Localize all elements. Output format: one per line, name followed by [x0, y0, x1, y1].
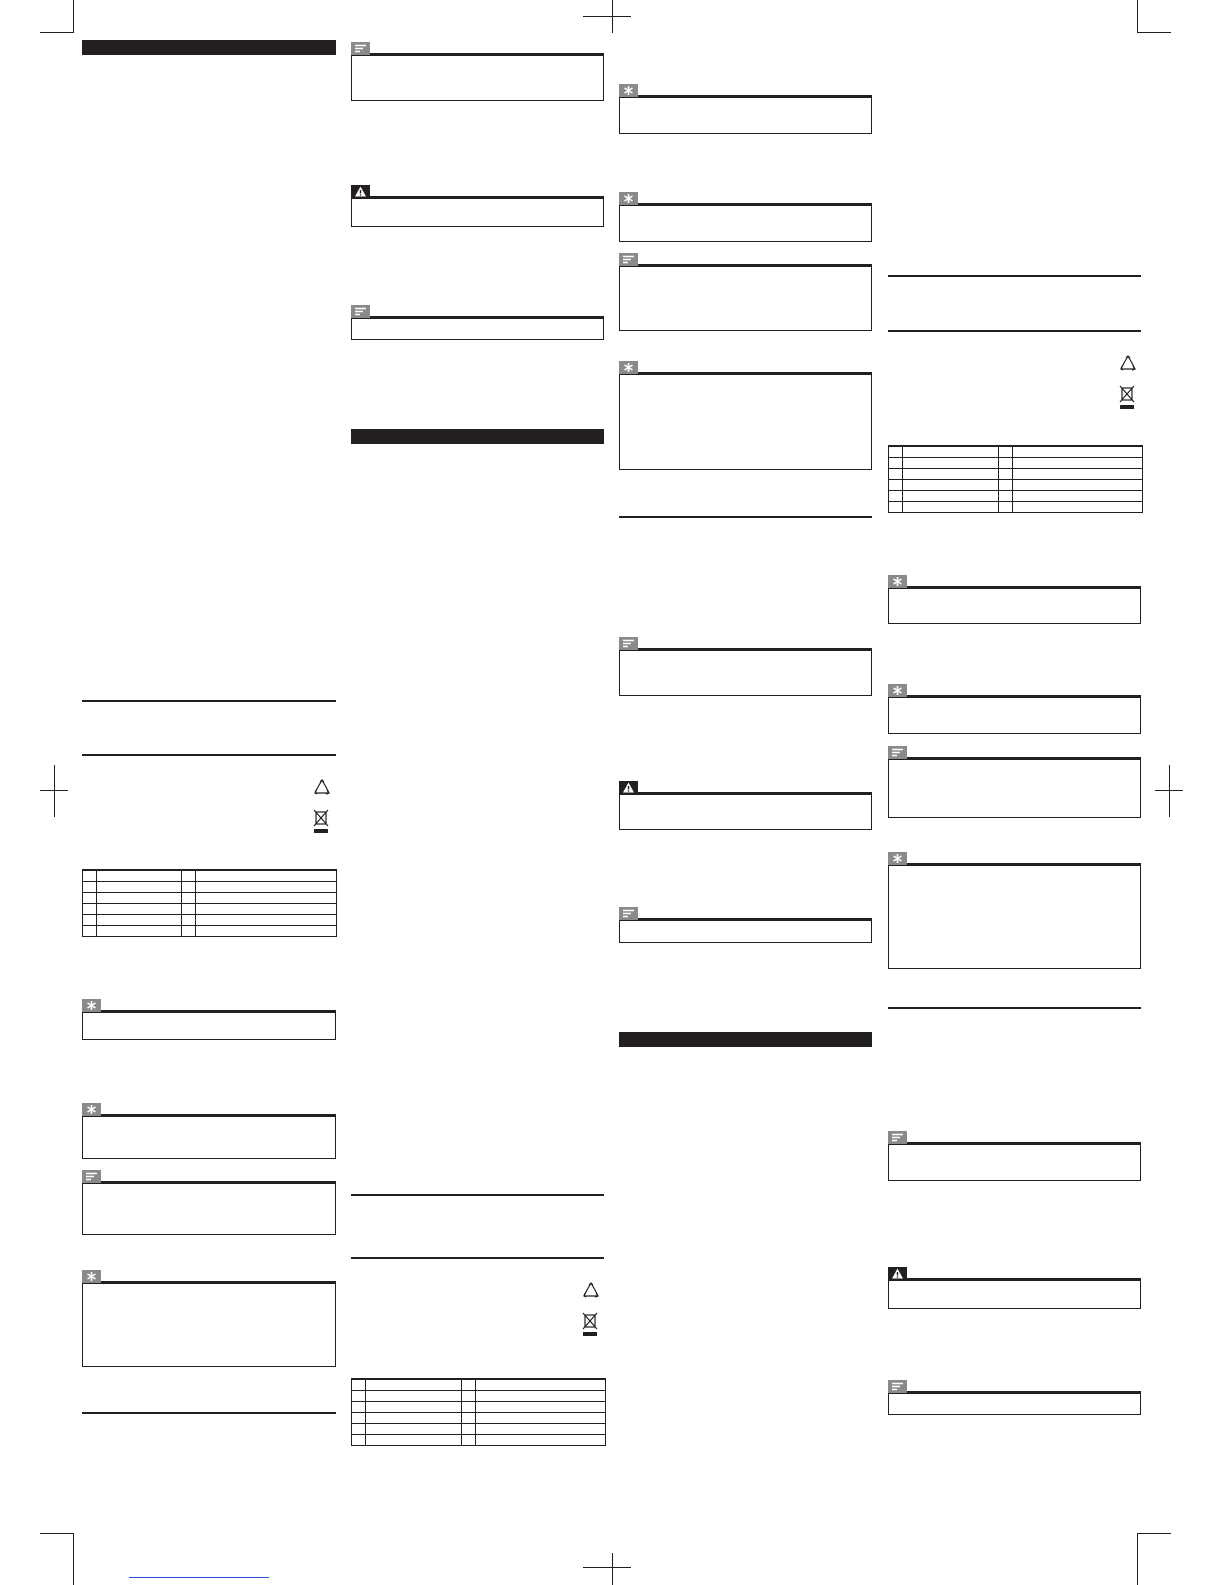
tip-asterisk-icon — [888, 852, 907, 865]
note-lines-icon — [888, 1380, 907, 1393]
tip-tag — [82, 999, 101, 1012]
note-lines-icon — [351, 305, 370, 318]
tip-asterisk-icon — [888, 684, 907, 697]
section-header-bar — [82, 40, 336, 55]
crossed-bin-icon — [581, 1311, 599, 1337]
note-box — [619, 266, 872, 331]
tip-box — [619, 374, 872, 470]
tip-asterisk-icon — [82, 1103, 101, 1116]
section-rule — [888, 330, 1141, 332]
warning-tag — [888, 1267, 907, 1280]
tip-tag — [888, 684, 907, 697]
note-box — [82, 1183, 336, 1235]
note-box — [619, 920, 872, 943]
note-tag — [82, 1170, 101, 1183]
warning-triangle-icon — [619, 781, 638, 794]
warning-tag — [619, 781, 638, 794]
section-rule — [888, 1007, 1141, 1009]
tip-tag — [888, 575, 907, 588]
note-box — [351, 55, 604, 101]
tip-box — [82, 1116, 336, 1159]
spec-table — [888, 445, 1143, 513]
tip-box — [82, 1283, 336, 1367]
tip-tag — [619, 361, 638, 374]
note-tag — [619, 907, 638, 920]
tip-asterisk-icon — [619, 84, 638, 97]
warning-box — [619, 794, 872, 830]
note-tag — [351, 305, 370, 318]
note-box — [351, 318, 604, 340]
warning-tag — [351, 185, 370, 198]
note-box — [888, 1144, 1141, 1181]
section-rule — [351, 1194, 604, 1196]
note-tag — [619, 637, 638, 650]
note-lines-icon — [82, 1170, 101, 1183]
tip-asterisk-icon — [619, 361, 638, 374]
warning-triangle-icon — [351, 185, 370, 198]
note-lines-icon — [888, 1131, 907, 1144]
section-rule — [351, 1257, 604, 1259]
warning-box — [351, 198, 604, 227]
tip-asterisk-icon — [82, 999, 101, 1012]
note-lines-icon — [619, 637, 638, 650]
section-rule — [888, 275, 1141, 277]
note-lines-icon — [351, 42, 370, 55]
tip-box — [888, 697, 1141, 734]
tip-box — [82, 1012, 336, 1040]
spec-table — [82, 869, 337, 937]
note-box — [888, 759, 1141, 818]
note-box — [619, 650, 872, 696]
tip-box — [619, 205, 872, 242]
note-tag — [888, 1131, 907, 1144]
tip-box — [888, 588, 1141, 624]
note-tag — [888, 1380, 907, 1393]
tip-tag — [888, 852, 907, 865]
tip-box — [888, 865, 1141, 969]
tip-box — [619, 97, 872, 134]
section-rule — [82, 700, 336, 702]
note-tag — [351, 42, 370, 55]
section-rule — [82, 1412, 336, 1414]
crossed-bin-icon — [312, 808, 330, 834]
note-tag — [888, 746, 907, 759]
tip-asterisk-icon — [82, 1270, 101, 1283]
tip-tag — [619, 192, 638, 205]
tip-asterisk-icon — [888, 575, 907, 588]
crossed-bin-icon — [1118, 384, 1136, 410]
section-header-bar — [619, 1032, 872, 1047]
section-rule — [82, 754, 336, 756]
warning-box — [888, 1280, 1141, 1309]
recycle-icon — [1118, 354, 1138, 374]
note-lines-icon — [619, 907, 638, 920]
footer-link-underline[interactable] — [129, 1577, 269, 1578]
note-lines-icon — [619, 253, 638, 266]
tip-tag — [619, 84, 638, 97]
warning-triangle-icon — [888, 1267, 907, 1280]
recycle-icon — [581, 1281, 601, 1301]
recycle-icon — [312, 778, 332, 798]
tip-asterisk-icon — [619, 192, 638, 205]
tip-tag — [82, 1103, 101, 1116]
note-tag — [619, 253, 638, 266]
note-lines-icon — [888, 746, 907, 759]
spec-table — [351, 1378, 606, 1446]
tip-tag — [82, 1270, 101, 1283]
section-rule — [619, 516, 872, 518]
note-box — [888, 1393, 1141, 1415]
section-header-bar — [351, 429, 604, 444]
